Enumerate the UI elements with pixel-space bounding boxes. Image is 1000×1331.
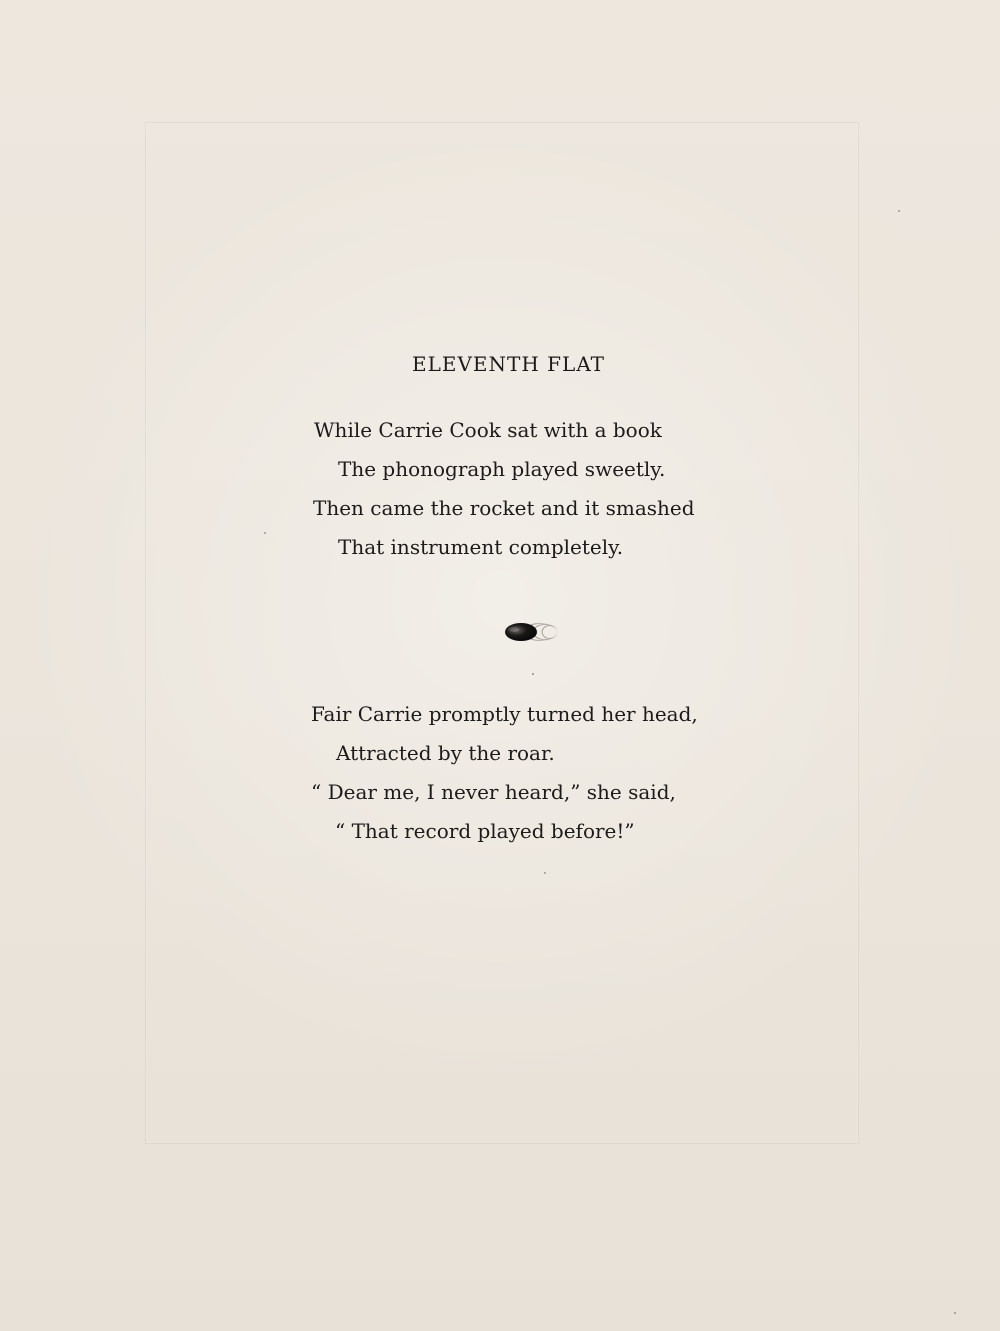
stanza-2-line-1: Fair Carrie promptly turned her head, xyxy=(311,702,698,726)
paper-speck xyxy=(264,532,266,534)
stanza-1-line-2: The phonograph played sweetly. xyxy=(338,457,666,481)
stanza-2-line-4: “ That record played before!” xyxy=(335,819,635,843)
paper-speck xyxy=(954,1312,956,1314)
rocket-illustration xyxy=(500,620,562,644)
stanza-1-line-4: That instrument completely. xyxy=(338,535,624,559)
paper-speck xyxy=(898,210,900,212)
stanza-2-line-2: Attracted by the roar. xyxy=(336,741,555,765)
stanza-1-line-1: While Carrie Cook sat with a book xyxy=(314,418,662,442)
paper-speck xyxy=(532,673,534,675)
stanza-1-line-3: Then came the rocket and it smashed xyxy=(313,496,695,520)
paper-speck xyxy=(544,872,546,874)
stanza-2-line-3: “ Dear me, I never heard,” she said, xyxy=(311,780,676,804)
page-title: ELEVENTH FLAT xyxy=(412,352,606,376)
